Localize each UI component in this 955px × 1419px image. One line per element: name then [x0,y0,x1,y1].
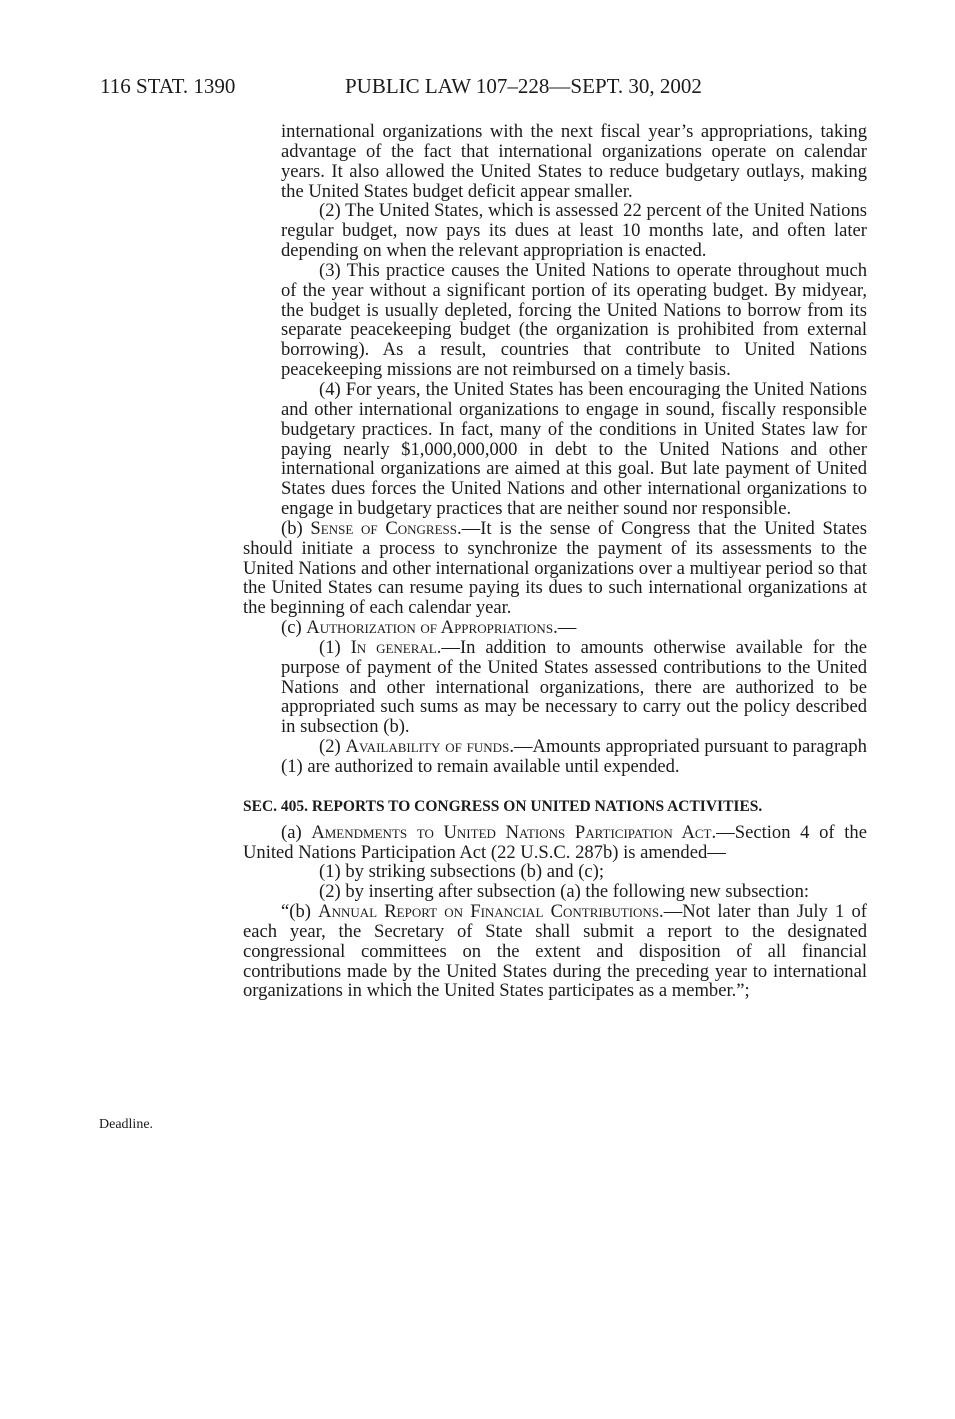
subsection-b-label: (b) [281,517,311,539]
paragraph-continuation: international organizations with the next fiscal year’s appropriations, taking advantage of the fact that international organizations operate on calendar years. It also allowed the United States to reduce budgetary outlays, making the United States budget deficit appear smaller. [281,121,867,202]
subsection-b-heading: Sense of Congress [310,517,457,539]
document-body [243,122,867,1001]
subsection-c [243,618,867,638]
paragraph-c1 [243,638,867,737]
subsection-a-label: (a) [281,821,312,843]
quoted-subsection-b-label: “(b) [281,901,319,923]
running-head [100,74,765,100]
paragraph-c2-heading: Availability of funds [345,736,510,758]
paragraph-c1-heading: In general [350,636,437,658]
subsection-c-dash: .— [553,617,577,639]
section-405-heading: SEC. 405. REPORTS TO CONGRESS ON UNITED NATIONS ACTIVITIES. [243,797,763,815]
public-law-title: PUBLIC LAW 107–228—SEPT. 30, 2002 [345,74,702,98]
subsection-c-heading: Authorization of Appropriations [306,617,554,639]
subsection-a [243,823,867,863]
finding-paragraph-4: (4) For years, the United States has been encouraging the United Nations and other international organizations to engage in sound, fiscally responsible budgetary practices. In fact, many of the conditions in United States law for paying nearly $1,000,000,000 in debt to the United Nations and other international organizations are aimed at this goal. But late payment of United States dues forces the United Nations and other international organizations to engage in budgetary practices that are neither sound nor responsible. [281,378,867,520]
quoted-subsection-b [243,902,867,1001]
paragraph-c1-label: (1) [319,636,351,658]
finding-paragraph-3: (3) This practice causes the United Nations to operate throughout much of the year without a significant portion of its operating budget. By midyear, the budget is usually depleted, forcing the United Nations to borrow from its separate peacekeeping budget (the organization is prohibited from external borrowing). As a result, countries that contribute to United Nations peacekeeping missions are not reimbursed on a timely basis. [281,259,867,381]
subsection-c-label: (c) [281,617,307,639]
amendment-item-1: (1) by striking subsections (b) and (c); [319,861,605,883]
amendment-item-2: (2) by inserting after subsection (a) the following new subsection: [319,881,810,903]
paragraph-c1-text: .—In addition to amounts otherwise available for the purpose of payment of the United States assessed contributions to the United Nations and other international organizations, there are authorized to be appropriated such sums as may be necessary to carry out the policy described in subsection (b). [281,636,868,738]
paragraph-c2 [243,737,867,777]
quoted-subsection-b-text: .—Not later than July 1 of each year, the Secretary of State shall submit a report to the designated congressional committees on the extent and disposition of all financial contributions made by the United States during the preceding year to international organizations in which the United States participates as a member.”; [243,901,867,1002]
paragraph-c2-label: (2) [319,736,346,758]
paragraph-c2-text: .—Amounts appropriated pursuant to paragraph (1) are authorized to remain available until expended. [281,736,867,777]
finding-paragraph-2: (2) The United States, which is assessed 22 percent of the United Nations regular budget, now pays its dues at least 10 months late, and often later depending on when the relevant appropriation is enacted. [281,200,867,262]
subsection-a-heading: Amendments to United Nations Participation Act [311,821,712,843]
statute-page-reference: 116 STAT. 1390 [100,74,236,98]
margin-note-deadline: Deadline. [99,1117,154,1132]
subsection-b-text: .—It is the sense of Congress that the United States should initiate a process to synchronize the payment of its assessments to the United Nations and other international organizations over a multiyear period so that the United States can resume paying its dues to such international organizations at the beginning of each calendar year. [243,517,867,619]
subsection-b [243,519,867,618]
quoted-subsection-b-heading: Annual Report on Financial Contributions [318,901,660,923]
subsection-a-text: .—Section 4 of the United Nations Participation Act (22 U.S.C. 287b) is amended— [243,821,867,863]
